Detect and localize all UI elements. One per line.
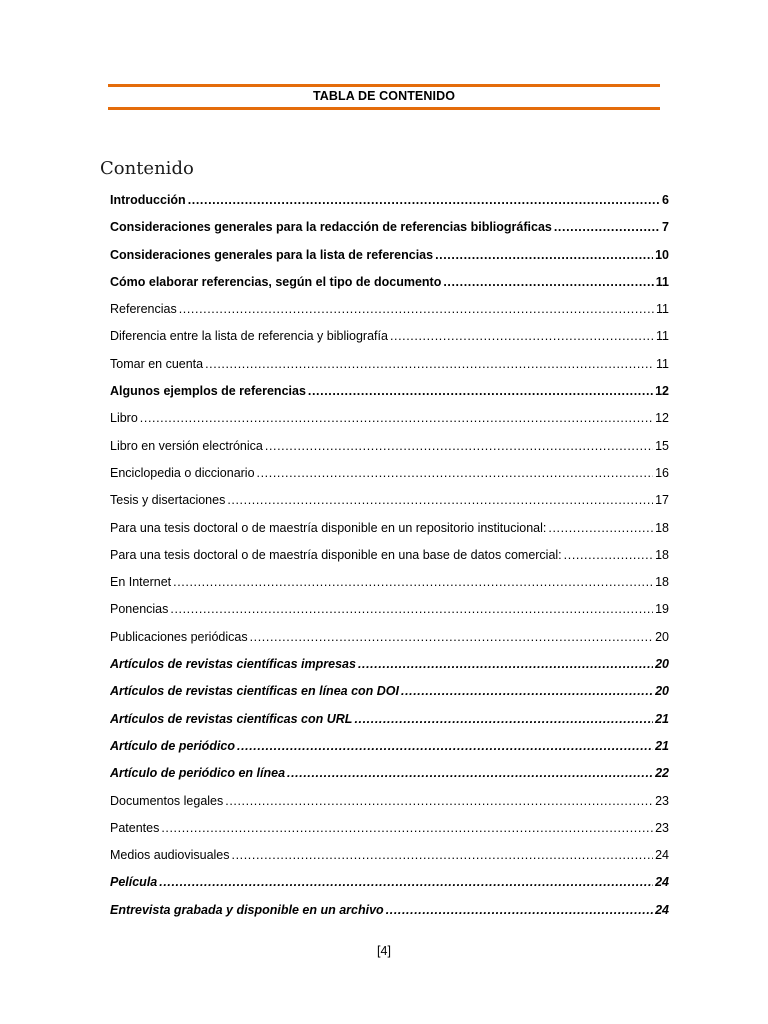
toc-entry-page[interactable]: 6	[662, 193, 669, 207]
toc-entry-title[interactable]: Ponencias	[110, 602, 169, 617]
toc-entry[interactable]	[110, 654, 669, 681]
toc-entry-page[interactable]: 7	[662, 220, 669, 235]
toc-entry-title[interactable]: Cómo elaborar referencias, según el tipo de documento	[110, 274, 442, 289]
toc-entry[interactable]	[110, 217, 669, 244]
dot-leader	[354, 709, 653, 729]
toc-entry-title[interactable]: Artículos de revistas científicas impresas	[110, 657, 356, 672]
toc-entry-title[interactable]: Enciclopedia o diccionario	[110, 465, 255, 480]
dot-leader	[390, 326, 654, 346]
toc-entry-title[interactable]: Documentos legales	[110, 793, 224, 808]
toc-entry-title[interactable]: Diferencia entre la lista de referencia y bibliografía	[110, 329, 388, 344]
toc-entry-page[interactable]: 12	[655, 411, 669, 426]
toc-entry-page[interactable]: 18	[655, 575, 669, 590]
toc-entry-page[interactable]: 20	[655, 684, 669, 699]
toc-entry[interactable]	[110, 572, 669, 599]
toc-entry[interactable]	[110, 627, 669, 654]
toc-entry-title[interactable]: Consideraciones generales para la lista de referencias	[110, 247, 434, 262]
toc-entry-page[interactable]: 15	[655, 438, 669, 453]
toc-entry-page[interactable]: 24	[655, 875, 669, 890]
toc-entry[interactable]	[110, 354, 669, 381]
toc-entry-page[interactable]: 24	[655, 902, 669, 917]
toc-entry-page[interactable]: 18	[655, 520, 669, 535]
toc-entry-title[interactable]: Patentes	[110, 820, 160, 835]
table-of-contents	[110, 190, 669, 927]
toc-entry[interactable]	[110, 518, 669, 545]
toc-entry-page[interactable]: 19	[655, 602, 669, 617]
toc-entry-page[interactable]: 20	[655, 657, 669, 672]
dot-leader	[308, 381, 653, 401]
dot-leader	[173, 572, 653, 592]
toc-entry-title[interactable]: Entrevista grabada y disponible en un archivo	[110, 902, 384, 917]
toc-entry-page[interactable]: 11	[656, 329, 669, 344]
toc-entry-page[interactable]: 11	[656, 356, 669, 371]
dot-leader	[232, 845, 654, 865]
toc-entry-title[interactable]: Artículos de revistas científicas en línea con DOI	[110, 684, 399, 699]
toc-heading: Contenido	[100, 158, 194, 179]
toc-entry-title[interactable]: Publicaciones periódicas	[110, 629, 248, 644]
toc-entry-page[interactable]: 21	[655, 711, 669, 726]
toc-entry-title[interactable]: Para una tesis doctoral o de maestría disponible en un repositorio institucional:	[110, 520, 547, 535]
toc-entry[interactable]	[110, 408, 669, 435]
header-title: TABLA DE CONTENIDO	[312, 89, 456, 103]
dot-leader	[358, 654, 653, 674]
toc-entry[interactable]	[110, 818, 669, 845]
dot-leader	[188, 190, 660, 210]
dot-leader	[179, 299, 654, 319]
dot-leader	[287, 763, 653, 783]
dot-leader	[257, 463, 654, 483]
toc-entry-page[interactable]: 23	[655, 820, 669, 835]
dot-leader	[161, 818, 653, 838]
toc-entry[interactable]	[110, 463, 669, 490]
toc-entry[interactable]	[110, 736, 669, 763]
toc-entry-title[interactable]: En Internet	[110, 575, 172, 590]
document-header	[108, 84, 660, 110]
toc-entry[interactable]	[110, 763, 669, 790]
dot-leader	[548, 518, 653, 538]
toc-entry-title[interactable]: Tesis y disertaciones	[110, 493, 226, 508]
dot-leader	[443, 272, 653, 292]
toc-entry[interactable]	[110, 545, 669, 572]
toc-entry-page[interactable]: 21	[655, 738, 669, 753]
toc-entry-title[interactable]: Introducción	[110, 193, 186, 207]
dot-leader	[401, 681, 653, 701]
toc-entry-page[interactable]: 22	[655, 766, 669, 781]
toc-entry-title[interactable]: Libro en versión electrónica	[110, 438, 263, 453]
toc-entry-page[interactable]: 17	[655, 493, 669, 508]
toc-entry[interactable]	[110, 326, 669, 353]
toc-entry[interactable]	[110, 872, 669, 899]
dot-leader	[225, 791, 653, 811]
toc-entry-title[interactable]: Algunos ejemplos de referencias	[110, 384, 306, 399]
toc-entry[interactable]	[110, 272, 669, 299]
toc-entry-title[interactable]: Artículos de revistas científicas con URL	[110, 711, 353, 726]
toc-entry-page[interactable]: 20	[655, 629, 669, 644]
toc-entry-title[interactable]: Libro	[110, 411, 138, 426]
dot-leader	[265, 436, 653, 456]
toc-entry-title[interactable]: Artículo de periódico	[110, 738, 236, 753]
dot-leader	[564, 545, 653, 565]
toc-entry[interactable]	[110, 190, 669, 217]
toc-entry-title[interactable]: Película	[110, 875, 158, 890]
toc-entry-title[interactable]: Artículo de periódico en línea	[110, 766, 286, 781]
toc-entry[interactable]	[110, 599, 669, 626]
dot-leader	[386, 900, 653, 920]
toc-entry[interactable]	[110, 681, 669, 708]
toc-entry-page[interactable]: 12	[655, 384, 669, 399]
toc-entry[interactable]	[110, 299, 669, 326]
toc-entry-page[interactable]: 11	[656, 302, 669, 317]
toc-entry-page[interactable]: 11	[655, 274, 669, 289]
dot-leader	[140, 408, 653, 428]
toc-entry-page[interactable]: 24	[655, 848, 669, 863]
toc-entry[interactable]	[110, 709, 669, 736]
toc-entry[interactable]	[110, 436, 669, 463]
dot-leader	[170, 599, 653, 619]
dot-leader	[205, 354, 654, 374]
toc-entry-page[interactable]: 16	[655, 465, 669, 480]
toc-entry[interactable]	[110, 791, 669, 818]
toc-entry[interactable]	[110, 381, 669, 408]
toc-entry-title[interactable]: Tomar en cuenta	[110, 356, 204, 371]
dot-leader	[237, 736, 653, 756]
toc-entry-page[interactable]: 10	[655, 247, 669, 262]
toc-entry-title[interactable]: Para una tesis doctoral o de maestría disponible en una base de datos comercial:	[110, 547, 562, 562]
dot-leader	[227, 490, 653, 510]
toc-entry[interactable]	[110, 900, 669, 927]
toc-entry[interactable]	[110, 490, 669, 517]
dot-leader	[250, 627, 654, 647]
toc-entry-title[interactable]: Consideraciones generales para la redacción de referencias bibliográficas	[110, 220, 552, 235]
toc-entry-page[interactable]: 18	[655, 547, 669, 562]
dot-leader	[159, 872, 653, 892]
toc-entry[interactable]	[110, 845, 669, 872]
dot-leader	[435, 245, 653, 265]
toc-entry-title[interactable]: Medios audiovisuales	[110, 848, 230, 863]
page-number: [4]	[377, 944, 391, 958]
dot-leader	[554, 217, 660, 237]
toc-entry[interactable]	[110, 245, 669, 272]
toc-entry-title[interactable]: Referencias	[110, 302, 177, 317]
toc-entry-page[interactable]: 23	[655, 793, 669, 808]
